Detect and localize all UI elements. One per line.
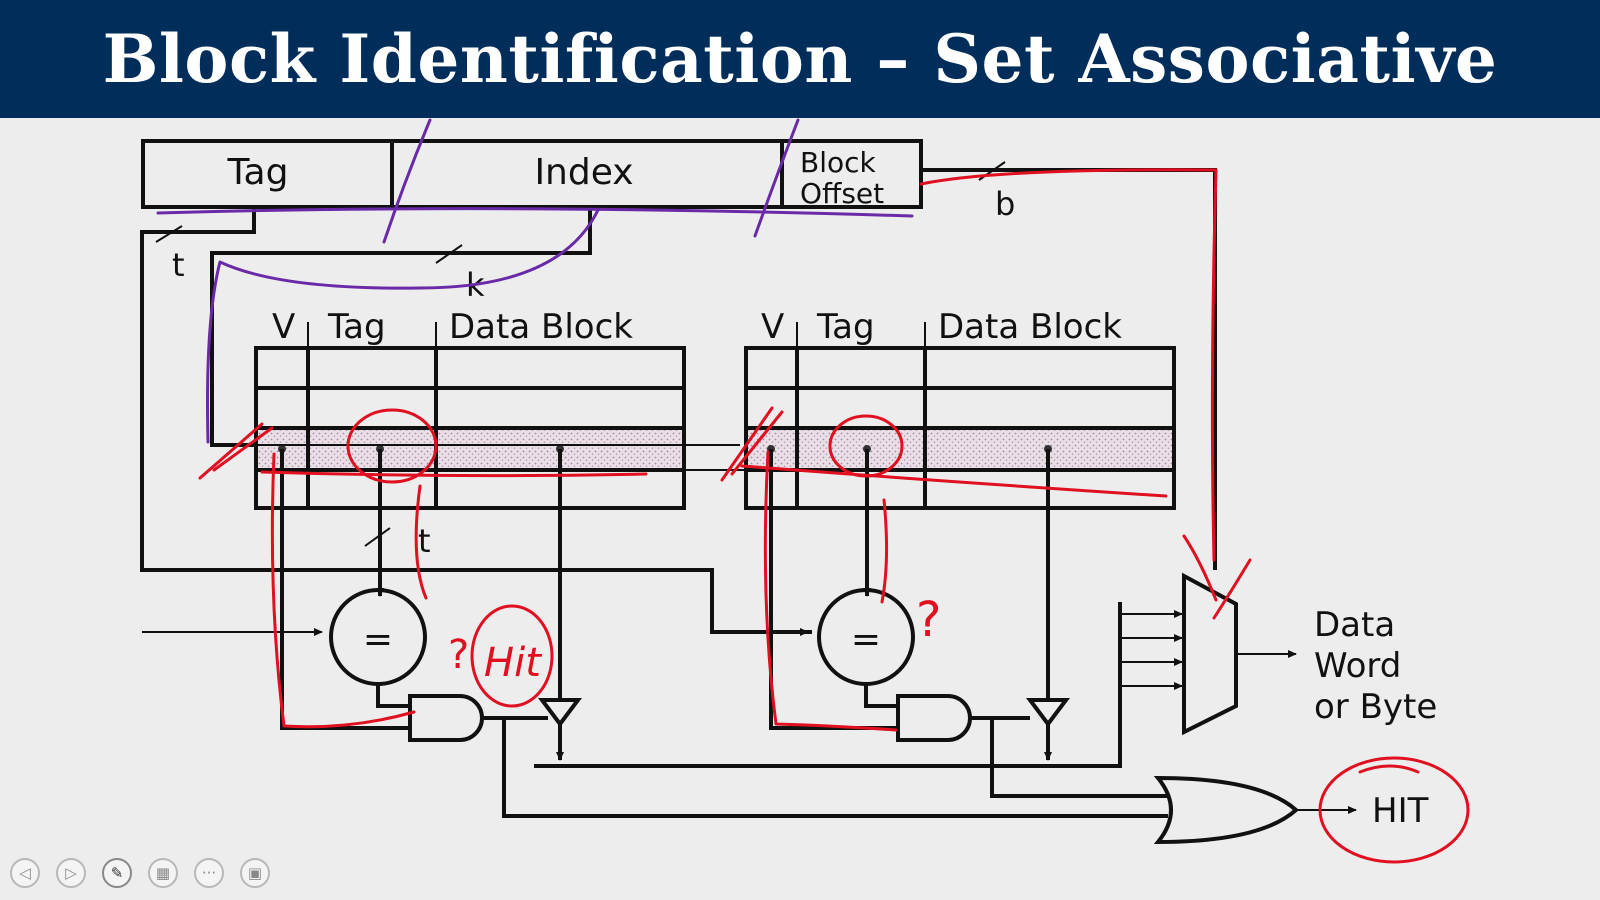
way1-selected-row — [746, 428, 1174, 470]
way1-tristate-buffer — [1030, 700, 1066, 724]
way0-valid-header: V — [272, 307, 296, 347]
way0-data-header: Data Block — [449, 307, 633, 347]
address-index-label: Index — [534, 152, 634, 193]
way1-valid-header: V — [761, 307, 785, 347]
way1-valid-to-and — [771, 449, 898, 728]
way0-tag-header: Tag — [328, 307, 386, 347]
cache-way-1 — [746, 307, 1174, 508]
pen-tool-button[interactable]: ✎ — [102, 858, 132, 888]
tag-width-label: t — [172, 246, 185, 284]
way1-tag-header: Tag — [817, 307, 875, 347]
address-wiring — [142, 162, 1215, 632]
red-mux-check-1 — [1184, 536, 1216, 600]
way1-data-header: Data Block — [938, 307, 1122, 347]
address-offset-label-2: Offset — [800, 177, 885, 210]
way1-compare-to-and — [866, 684, 898, 706]
index-width-label: k — [466, 266, 485, 304]
more-options-button[interactable]: ··· — [194, 858, 224, 888]
compare-width-label: t — [418, 522, 431, 560]
address-register — [143, 141, 921, 210]
way0-tristate-buffer — [542, 700, 578, 724]
output-label-2: Word — [1314, 646, 1402, 686]
purple-slash-2 — [755, 120, 798, 236]
presentation-toolbar — [10, 858, 270, 888]
way0-valid-to-and — [282, 449, 410, 728]
red-offset-trace — [921, 170, 1216, 560]
red-question-right: ? — [916, 592, 942, 648]
next-slide-button[interactable]: ▷ — [56, 858, 86, 888]
output-label-3: or Byte — [1314, 687, 1438, 727]
red-annotations — [200, 170, 1468, 862]
way0-selected-row — [256, 428, 684, 470]
way0-comparator-label: = — [362, 619, 394, 660]
way1-and-gate — [898, 696, 970, 740]
red-hit-output-mark — [1360, 766, 1418, 772]
red-mux-check-2 — [1214, 560, 1250, 618]
way1-hit-to-or — [992, 718, 1168, 796]
way0-and-gate — [410, 696, 482, 740]
way0-compare-to-and — [378, 684, 410, 706]
red-hit-scribble: Hit — [484, 640, 541, 686]
hit-label: HIT — [1372, 791, 1429, 831]
display-settings-button[interactable]: ▣ — [240, 858, 270, 888]
address-tag-label: Tag — [227, 152, 289, 193]
red-question-left: ? — [448, 632, 470, 678]
address-offset-label-1: Block — [800, 146, 876, 179]
previous-slide-button[interactable]: ◁ — [10, 858, 40, 888]
way1-comparator-label: = — [850, 619, 882, 660]
offset-width-label: b — [995, 185, 1016, 223]
red-tag-trace-right — [882, 500, 887, 602]
red-row-underline-left — [262, 472, 646, 476]
slide-title: Block Identification – Set Associative — [102, 20, 1498, 98]
compare-width-tick — [365, 528, 390, 546]
output-label-1: Data — [1314, 605, 1396, 645]
purple-underline — [158, 209, 912, 216]
cache-way-0 — [256, 307, 746, 508]
output-logic — [534, 576, 1437, 842]
data-bus — [534, 602, 1120, 766]
slide-overview-button[interactable]: ▦ — [148, 858, 178, 888]
hit-or-gate — [1158, 778, 1296, 842]
output-mux — [1184, 576, 1236, 732]
